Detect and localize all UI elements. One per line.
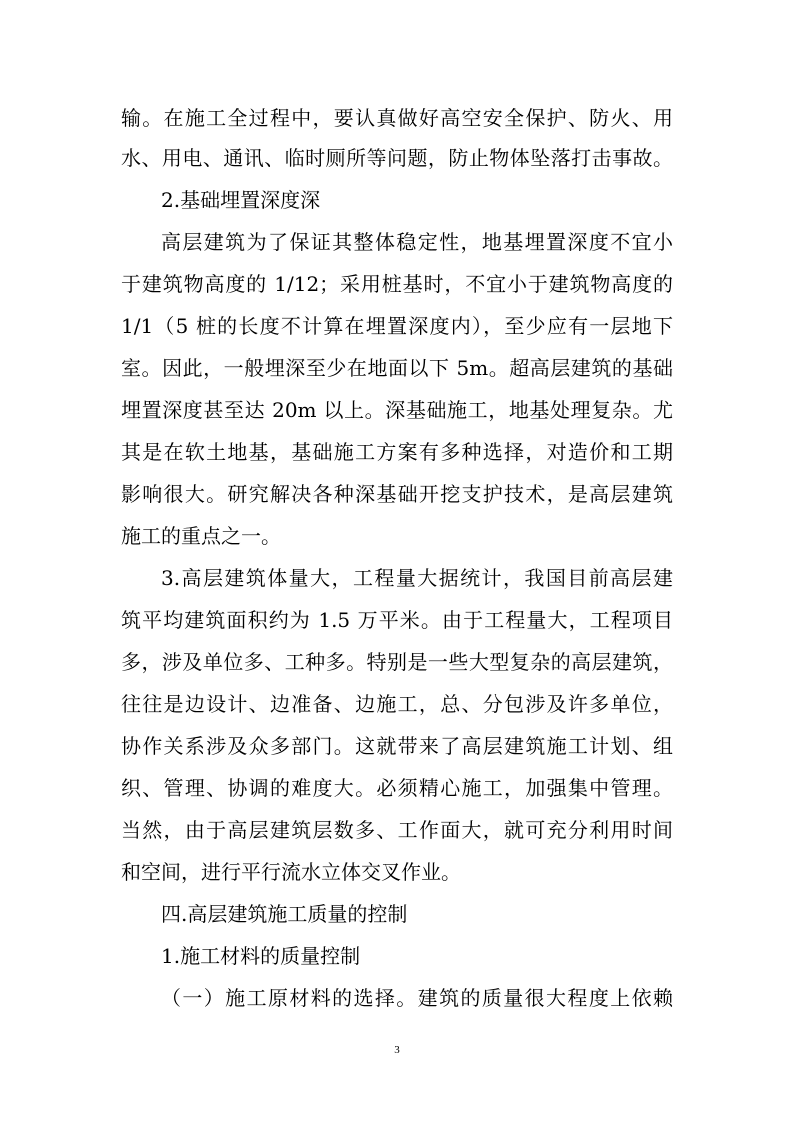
paragraph-line: 于建筑物高度的 1/12；采用桩基时，不宜小于建筑物高度的 [121, 272, 673, 296]
section-heading: 2.基础埋置深度深 [161, 188, 321, 212]
paragraph-line: 水、用电、通讯、临时厕所等问题，防止物体坠落打击事故。 [121, 146, 673, 170]
paragraph-line: 1/1（5 桩的长度不计算在埋置深度内），至少应有一层地下 [121, 314, 673, 338]
paragraph-line: 当然，由于高层建筑层数多、工作面大，就可充分利用时间 [121, 818, 673, 842]
paragraph-line: 协作关系涉及众多部门。这就带来了高层建筑施工计划、组 [121, 734, 673, 758]
paragraph-line: 埋置深度甚至达 20m 以上。深基础施工，地基处理复杂。尤 [121, 398, 673, 422]
paragraph-line: 筑平均建筑面积约为 1.5 万平米。由于工程量大，工程项目 [121, 608, 673, 632]
paragraph-line: 3.高层建筑体量大，工程量大据统计，我国目前高层建 [161, 566, 673, 590]
paragraph-line: 输。在施工全过程中，要认真做好高空安全保护、防火、用 [121, 106, 673, 130]
paragraph-line: 和空间，进行平行流水立体交叉作业。 [121, 860, 461, 884]
paragraph-line: 高层建筑为了保证其整体稳定性，地基埋置深度不宜小 [161, 230, 673, 254]
section-heading: 1.施工材料的质量控制 [161, 944, 361, 968]
paragraph-line: 其是在软土地基，基础施工方案有多种选择，对造价和工期 [121, 440, 673, 464]
section-heading: 四.高层建筑施工质量的控制 [161, 902, 408, 926]
paragraph-line: 往往是边设计、边准备、边施工，总、分包涉及许多单位， [121, 692, 673, 716]
page-number: 3 [394, 1044, 400, 1056]
paragraph-line: 室。因此，一般埋深至少在地面以下 5m。超高层建筑的基础 [121, 356, 673, 380]
paragraph-line: 织、管理、协调的难度大。必须精心施工，加强集中管理。 [121, 776, 673, 800]
paragraph-line: （一）施工原材料的选择。建筑的质量很大程度上依赖 [161, 986, 673, 1010]
paragraph-line: 施工的重点之一。 [121, 524, 281, 548]
paragraph-line: 多，涉及单位多、工种多。特别是一些大型复杂的高层建筑， [121, 650, 673, 674]
paragraph-line: 影响很大。研究解决各种深基础开挖支护技术，是高层建筑 [121, 482, 673, 506]
